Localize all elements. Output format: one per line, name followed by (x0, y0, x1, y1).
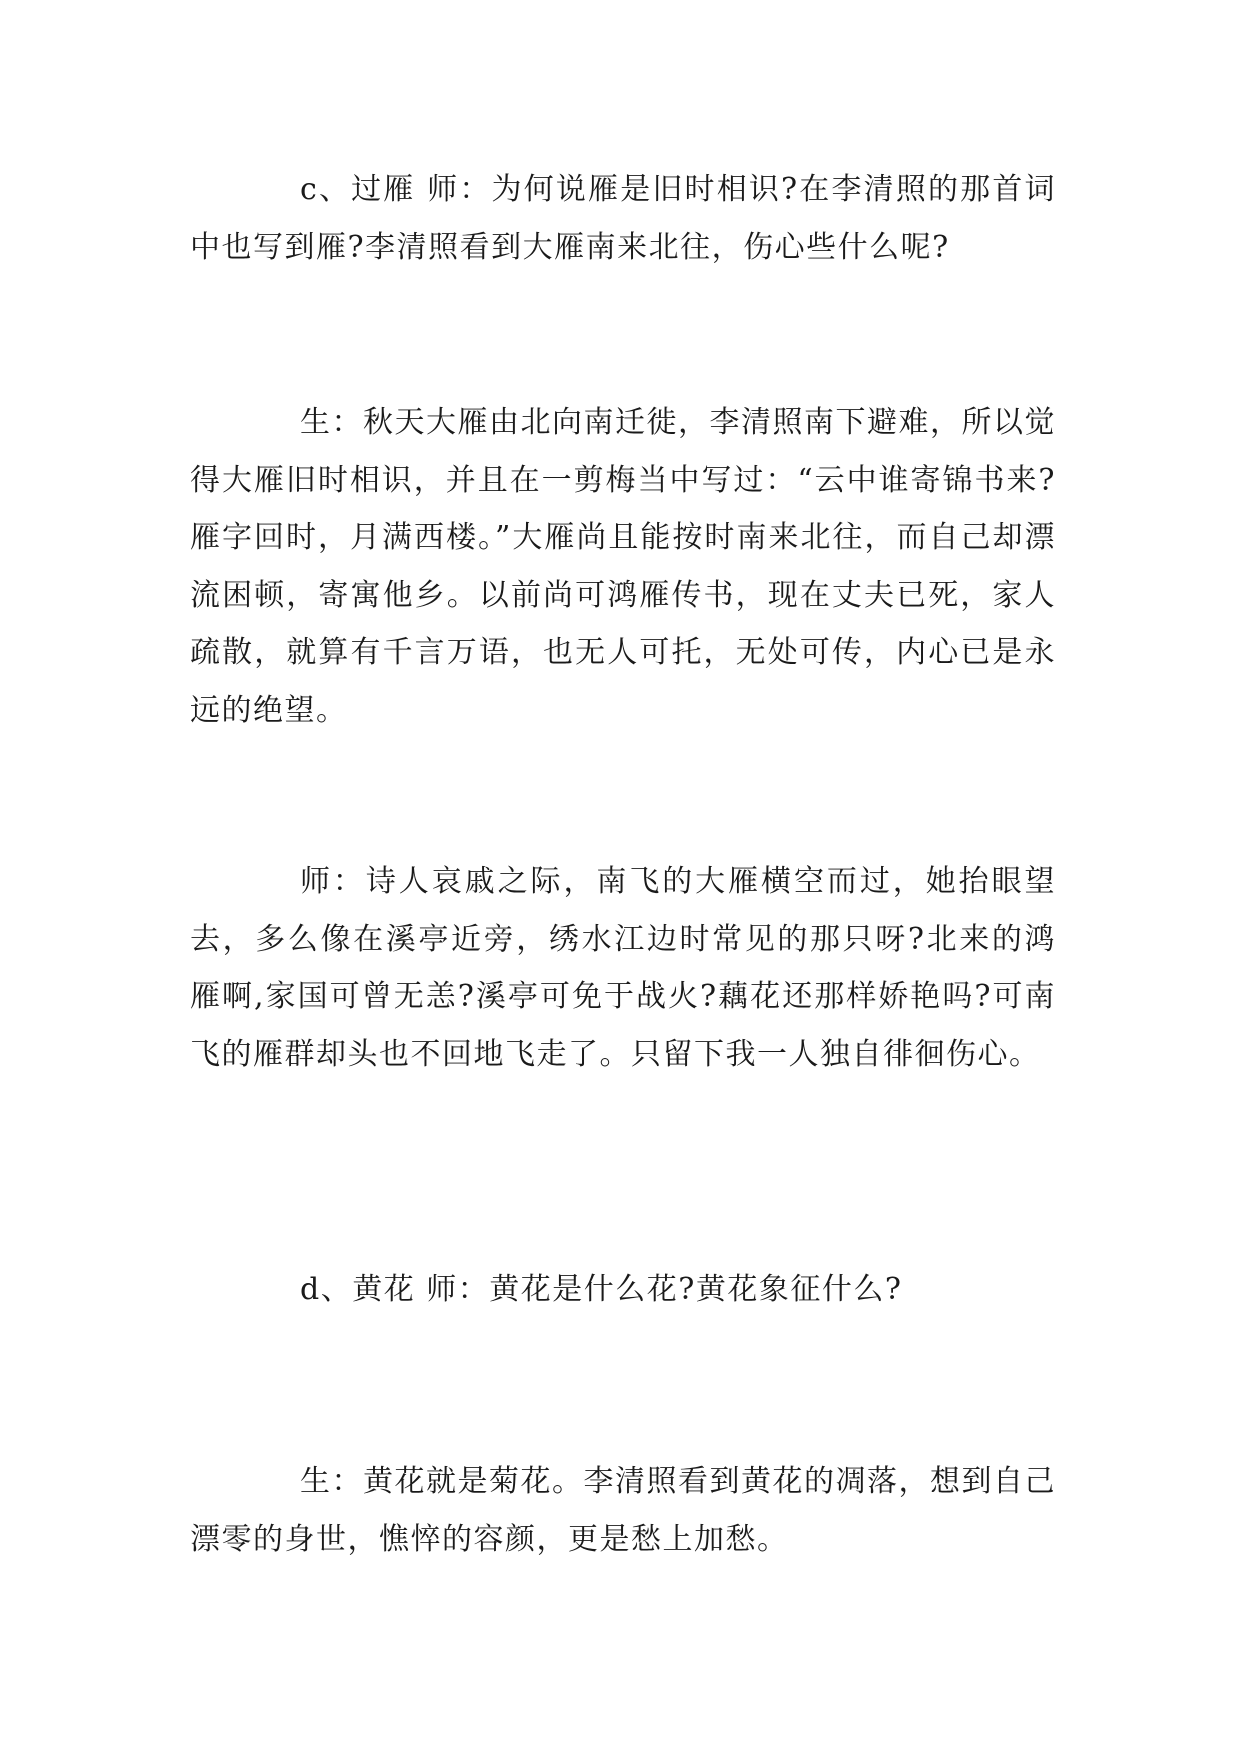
paragraph-question-goose: c、过雁 师：为何说雁是旧时相识?在李清照的那首词中也写到雁?李清照看到大雁南来北往，伤心些什么呢? (190, 172, 1056, 265)
paragraph-student-answer-goose: 生：秋天大雁由北向南迁徙，李清照南下避难，所以觉得大雁旧时相识，并且在一剪梅当中写过：“云中谁寄锦书来?雁字回时，月满西楼。”大雁尚且能按时南来北往，而自己却漂流困顿，寄寓他乡。以前尚可鸿雁传书，现在丈夫已死，家人疏散，就算有千言万语，也无人可托，无处可传，内心已是永远的绝望。 (190, 405, 1056, 728)
paragraph-student-answer-flower: 生：黄花就是菊花。李清照看到黄花的凋落，想到自己漂零的身世，憔悴的容颜，更是愁上加愁。 (190, 1464, 1056, 1557)
paragraph-question-yellow-flower: d、黄花 师：黄花是什么花?黄花象征什么? (300, 1272, 903, 1307)
paragraph-teacher-commentary: 师：诗人哀戚之际，南飞的大雁横空而过，她抬眼望去，多么像在溪亭近旁，绣水江边时常见的那只呀?北来的鸿雁啊,家国可曾无恙?溪亭可免于战火?藕花还那样娇艳吗?可南飞的雁群却头也不回地飞走了。只留下我一人独自徘徊伤心。 (190, 864, 1056, 1072)
